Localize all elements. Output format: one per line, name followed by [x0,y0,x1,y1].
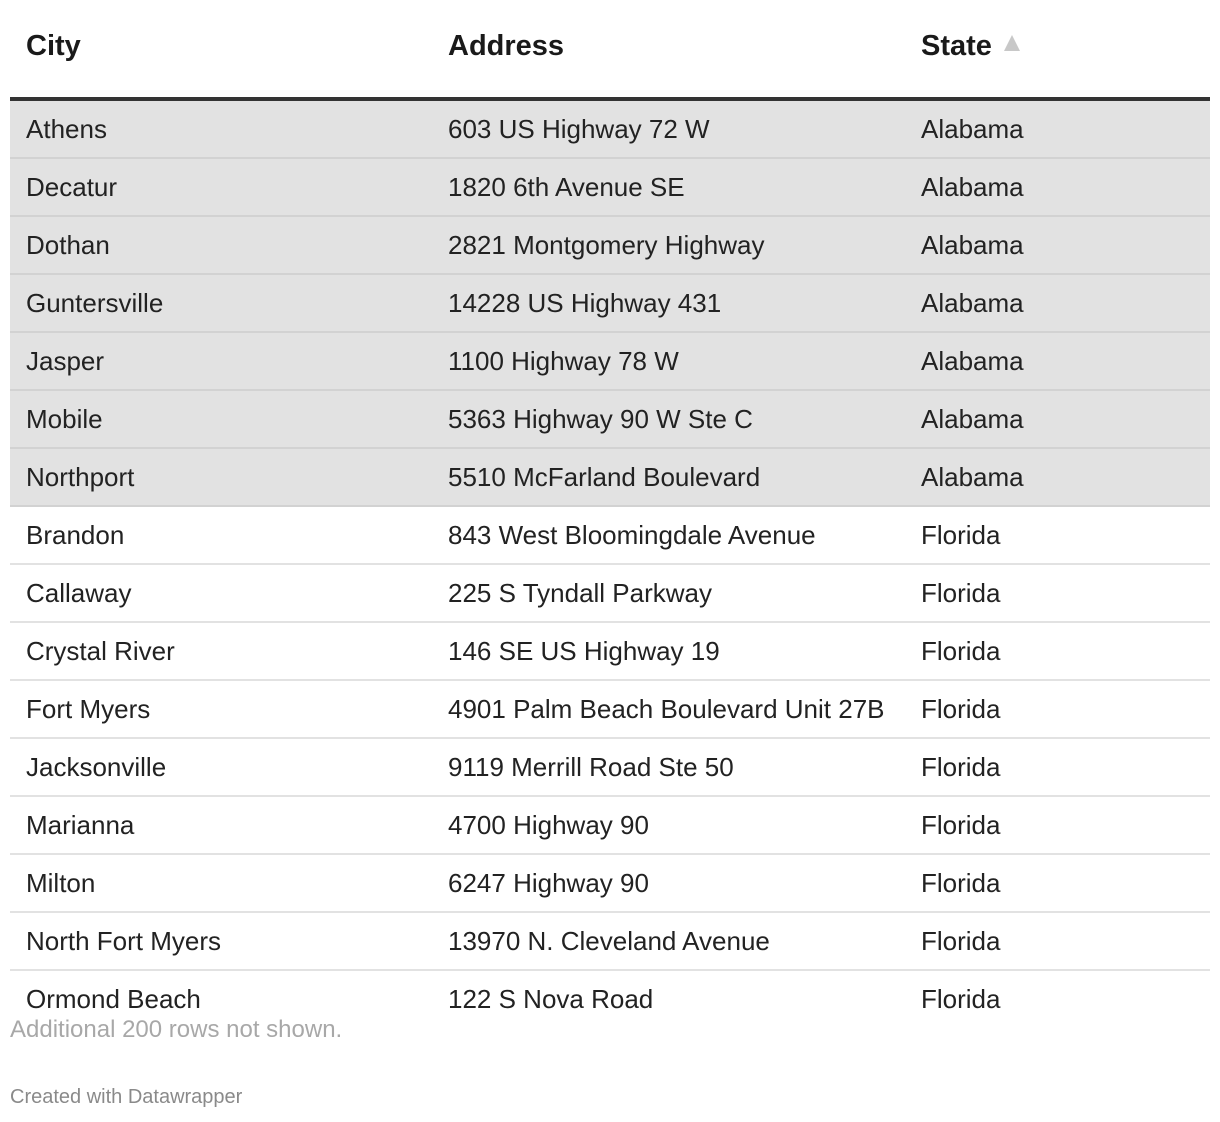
table-header-row [10,0,1210,99]
column-header-state[interactable] [905,0,1210,99]
table-cell-state: Florida [905,680,1210,738]
table-row [10,390,1210,448]
sort-ascending-icon[interactable] [1004,35,1020,51]
table-cell-state: Alabama [905,99,1210,158]
column-header-city[interactable] [10,0,432,99]
table-cell-address: 225 S Tyndall Parkway [432,564,905,622]
table-row [10,680,1210,738]
table-cell-city: Mobile [10,390,432,448]
table-body [10,99,1210,1027]
table-row [10,274,1210,332]
table-cell-address: 1820 6th Avenue SE [432,158,905,216]
column-header-city-label: City [26,30,81,62]
table-cell-address: 1100 Highway 78 W [432,332,905,390]
table-row [10,506,1210,564]
table-cell-city: Brandon [10,506,432,564]
table-row [10,738,1210,796]
locations-table [10,0,1210,1027]
table-row [10,332,1210,390]
column-header-state-label: State [921,30,992,62]
table-cell-city: Jacksonville [10,738,432,796]
table-cell-address: 14228 US Highway 431 [432,274,905,332]
table-cell-state: Alabama [905,332,1210,390]
table-cell-address: 603 US Highway 72 W [432,99,905,158]
table-cell-state: Alabama [905,448,1210,506]
table-cell-state: Florida [905,912,1210,970]
table-cell-address: 6247 Highway 90 [432,854,905,912]
table-cell-city: Crystal River [10,622,432,680]
table-cell-city: Dothan [10,216,432,274]
table-row [10,448,1210,506]
table-row [10,564,1210,622]
table-cell-state: Florida [905,796,1210,854]
table-row [10,796,1210,854]
table-cell-state: Alabama [905,274,1210,332]
table-cell-city: Milton [10,854,432,912]
table-cell-state: Alabama [905,390,1210,448]
table-cell-city: Fort Myers [10,680,432,738]
table-cell-state: Florida [905,564,1210,622]
table-cell-state: Florida [905,854,1210,912]
table-cell-state: Alabama [905,216,1210,274]
table-cell-city: Callaway [10,564,432,622]
table-cell-address: 5363 Highway 90 W Ste C [432,390,905,448]
column-header-address-label: Address [448,30,565,62]
table-cell-city: Northport [10,448,432,506]
rows-not-shown-note: Additional 200 rows not shown. [10,1016,343,1043]
table-cell-city: North Fort Myers [10,912,432,970]
table-cell-city: Athens [10,99,432,158]
table-cell-state: Florida [921,984,1001,1014]
table-cell-state: Florida [905,622,1210,680]
table-row [10,216,1210,274]
table-cell-state: Florida [905,506,1210,564]
table-cell-city: Ormond Beach [26,984,201,1014]
table-cell-address: 9119 Merrill Road Ste 50 [432,738,905,796]
table-row [10,622,1210,680]
table-cell-address: 4700 Highway 90 [432,796,905,854]
table-cell-city: Jasper [10,332,432,390]
table-cell-address: 122 S Nova Road [448,984,654,1014]
table-container [10,0,1210,1027]
table-cell-city: Decatur [10,158,432,216]
table-cell-state: Florida [905,738,1210,796]
table-cell-address: 4901 Palm Beach Boulevard Unit 27B [432,680,905,738]
table-cell-address: 5510 McFarland Boulevard [432,448,905,506]
table-cell-state: Alabama [905,158,1210,216]
datawrapper-credit[interactable]: Created with Datawrapper [10,1086,243,1108]
column-header-address[interactable] [432,0,905,99]
table-cell-address: 2821 Montgomery Highway [432,216,905,274]
table-row [10,158,1210,216]
table-cell-address: 146 SE US Highway 19 [432,622,905,680]
table-row [10,912,1210,970]
table-cell-address: 13970 N. Cleveland Avenue [432,912,905,970]
table-cell-address: 843 West Bloomingdale Avenue [432,506,905,564]
table-row [10,99,1210,158]
table-cell-city: Marianna [10,796,432,854]
table-cell-city: Guntersville [10,274,432,332]
table-row [10,854,1210,912]
